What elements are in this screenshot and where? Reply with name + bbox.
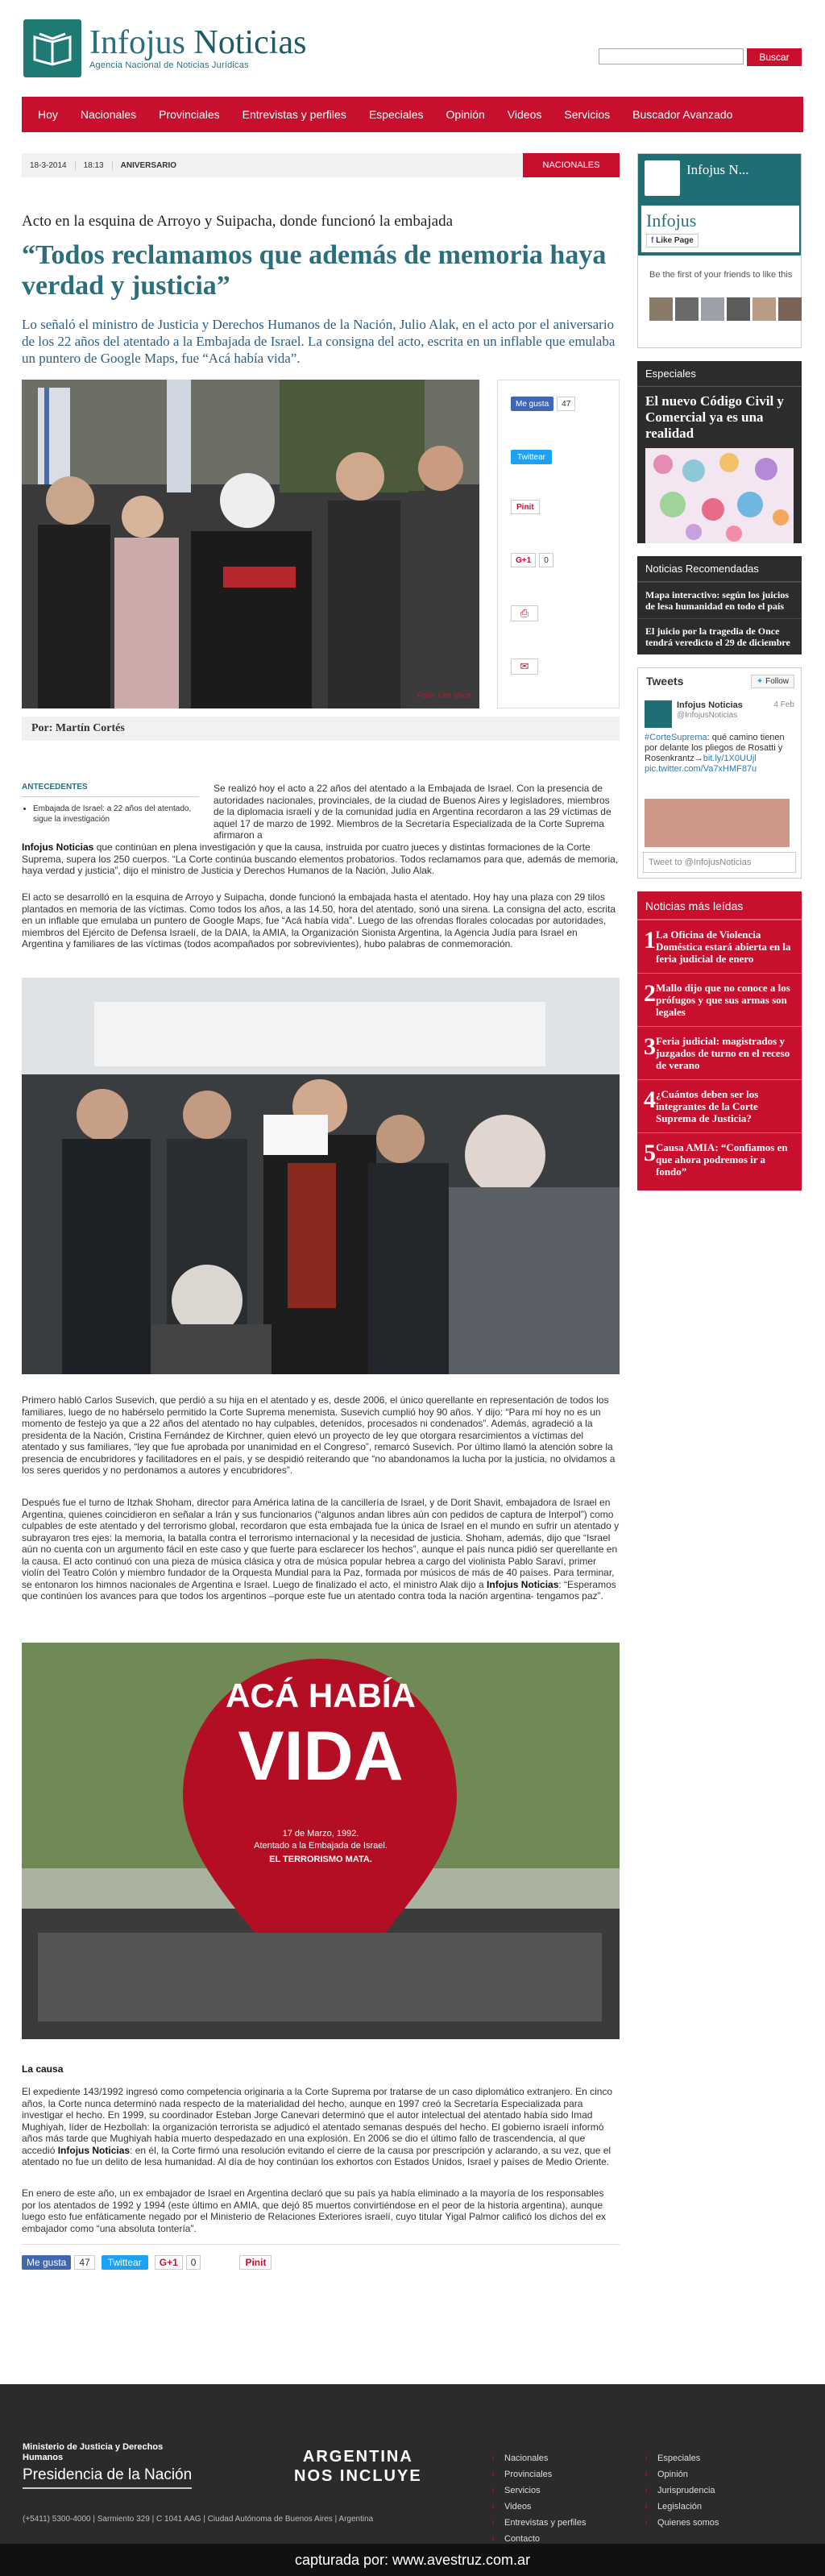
- tweet-date[interactable]: 4 Feb: [773, 700, 794, 709]
- balloon-text-1: ACÁ HABÍA: [226, 1676, 416, 1714]
- facebook-page-title[interactable]: Infojus N...: [686, 162, 749, 177]
- footer-link[interactable]: › Servicios: [491, 2483, 586, 2499]
- bottom-like-count: 47: [74, 2255, 94, 2270]
- email-icon: ✉: [511, 659, 538, 675]
- footer-link[interactable]: › Quienes somos: [645, 2515, 719, 2531]
- twitter-follow-button[interactable]: [751, 675, 794, 688]
- balloon-text-4: Atentado a la Embajada de Israel.: [254, 1841, 388, 1851]
- divider: [22, 2244, 620, 2245]
- footer-address: (+5411) 5300-4000 | Sarmiento 329 | C 1041 AAG | Ciudad Autónoma de Buenos Aires | Argentina: [23, 2515, 374, 2524]
- search-form: [599, 48, 802, 66]
- search-input[interactable]: [599, 48, 744, 64]
- print-icon: ⎙: [511, 605, 538, 621]
- footer-link[interactable]: › Videos: [491, 2499, 586, 2515]
- government-logo[interactable]: [23, 2442, 192, 2489]
- antecedentes-link[interactable]: • Embajada de Israel: a 22 años del atentado, sigue la investigación: [33, 804, 199, 825]
- paragraph-1b: [22, 841, 620, 877]
- avatar[interactable]: [649, 297, 673, 321]
- nav-nacionales[interactable]: Nacionales: [80, 108, 137, 121]
- rank-number: 2: [644, 980, 656, 1007]
- mas-leidas-widget: [637, 891, 802, 1190]
- paragraph-4: [22, 1497, 620, 1602]
- antecedentes-box: [22, 783, 199, 825]
- like-page-label: Like Page: [656, 236, 694, 245]
- footer-link[interactable]: › Especiales: [645, 2450, 719, 2466]
- content-wrapper: [22, 0, 803, 2268]
- rank-number: 4: [644, 1086, 656, 1113]
- facebook-like-page-button[interactable]: [646, 234, 699, 247]
- nav-entrevistas[interactable]: Entrevistas y perfiles: [242, 108, 346, 121]
- footer-link[interactable]: › Legislación: [645, 2499, 719, 2515]
- avatar[interactable]: [701, 297, 724, 321]
- tweet-link[interactable]: bit.ly/1X0UUjl: [703, 754, 757, 763]
- bottom-gplus-button[interactable]: G+1: [155, 2255, 183, 2270]
- especiales-title[interactable]: El nuevo Código Civil y Comercial ya es una realidad: [645, 393, 784, 441]
- bottom-gplus-count: 0: [186, 2255, 201, 2270]
- main-nav: [22, 97, 803, 132]
- recomendadas-header: Noticias Recomendadas: [637, 556, 802, 582]
- nav-servicios[interactable]: Servicios: [564, 108, 611, 121]
- mas-leida-title[interactable]: La Oficina de Violencia Doméstica estará abierta en la feria judicial de enero: [656, 929, 791, 965]
- mas-leidas-header: Noticias más leídas: [637, 891, 802, 920]
- main-photo[interactable]: [22, 380, 479, 708]
- paragraph-4-end: : “Esperamos que continúen los avances para que todos los argentinos –porque este fue un atentado contra toda la nación argentina- tengamos paz”.: [22, 1578, 616, 1602]
- site-logo[interactable]: [23, 19, 306, 77]
- footer-link[interactable]: › Nacionales: [491, 2450, 586, 2466]
- tweet-hashtag[interactable]: #CorteSuprema: [645, 733, 707, 742]
- paragraph-4-bold: Infojus Noticias: [487, 1578, 559, 1590]
- avatar[interactable]: [778, 297, 802, 321]
- mas-leida-item[interactable]: [637, 1079, 802, 1132]
- gplus-button[interactable]: G+1: [511, 553, 536, 567]
- article-pretitle: Acto en la esquina de Arroyo y Suipacha, donde funcionó la embajada: [22, 213, 453, 230]
- mas-leida-item[interactable]: [637, 973, 802, 1026]
- footer-links-2: [645, 2450, 719, 2531]
- share-panel: [497, 380, 620, 708]
- rank-number: 3: [644, 1033, 656, 1060]
- article-byline: Por: Martín Cortés: [22, 717, 620, 741]
- facebook-header: [638, 154, 801, 256]
- rank-number: 5: [644, 1140, 656, 1166]
- recomendadas-widget: [637, 556, 802, 654]
- logo-title-part2: Noticias: [193, 24, 307, 61]
- tweet-avatar[interactable]: [645, 700, 672, 728]
- facebook-page-logo: [645, 160, 680, 196]
- follow-label: Follow: [765, 677, 789, 686]
- paragraph-1-end: que continúan en plena investigación y que la causa, instruida por cuatro jueces y distintas formaciones de la Corte Suprema, supera los 250 cuerpos. “La Corte continúa buscando elementos probatorios. Todos reclamamos para que, además de memoria, haya verdad y justicia”, dijo el ministro de Justicia y Derechos Humanos de la Nación, Julio Alak.: [22, 841, 619, 876]
- category-tag[interactable]: NACIONALES: [523, 153, 620, 177]
- article-meta: [22, 153, 620, 177]
- article: [22, 153, 620, 2268]
- tweets-header: Tweets: [646, 675, 684, 688]
- paragraph-5-bold: Infojus Noticias: [57, 2144, 131, 2156]
- capture-credit: capturada por: www.avestruz.com.ar: [0, 2544, 825, 2576]
- paragraph-5-start: El expediente 143/1992 ingresó como competencia originaria a la Corte Suprema por tratarse de un caso diplomático extranjero. En cinco años, la Corte nunca determinó nada respecto de la materialidad del hecho, aunque en 1997 creó la Secretaría Especializada para investigar el hecho. En 1999, su coordinador Esteban Jorge Canevari determinó que el autor intelectual del atentado había sido Imad Mughiyah, líder de Hezbollah: la organización terrorista se adjudicó el atentado semanas después del hecho. El gobierno israelí informó años más tarde que Mughiyah había muerto despedazado en una explosión. En 2006 se dio el último fallo de trascendencia, al que accedió: [22, 2086, 613, 2156]
- recomendada-link[interactable]: El juicio por la tragedia de Once tendrá veredicto el 29 de diciembre: [637, 618, 802, 654]
- logo-title-part1: Infojus: [89, 24, 185, 61]
- tweet-text: [645, 733, 790, 775]
- paragraph-1a: Se realizó hoy el acto a 22 años del atentado a la Embajada de Israel. Con la presencia de autoridades nacionales, provinciales, de la ciudad de Buenos Aires y legisladores, miembros de la diplomacia israelí y de la comunidad judía en Argentina recordaron a las 29 víctimas de aquel 17 de marzo de 1992. Miembros de la Secretaría Especializada de la Corte Suprema afirmaron a: [214, 783, 611, 841]
- nav-buscador[interactable]: Buscador Avanzado: [632, 108, 733, 121]
- mas-leida-item[interactable]: [637, 920, 802, 973]
- argentina-logo: [294, 2447, 422, 2486]
- mas-leida-title[interactable]: Causa AMIA: “Confiamos en que ahora podremos ir a fondo”: [656, 1141, 788, 1178]
- site-footer: [0, 2384, 825, 2576]
- ministry-name: Ministerio de Justicia y Derechos Humanos: [23, 2442, 164, 2462]
- tweet-handle[interactable]: @InfojusNoticias: [677, 711, 738, 720]
- nav-hoy[interactable]: Hoy: [38, 108, 58, 121]
- tweet-pic-link[interactable]: pic.twitter.com/Va7xHMF87u: [645, 764, 757, 774]
- facebook-avatars: [649, 297, 802, 321]
- facebook-cover-title: Infojus: [646, 210, 697, 231]
- site-header: [22, 0, 803, 81]
- twitter-widget: [637, 667, 802, 879]
- paragraph-6: En enero de este año, un ex embajador de Israel en Argentina declaró que su país ya había eliminado a la mayoría de los responsables por los atentados de 1992 y 1994 (este último en AMIA, que dejó 85 muertos convirtiéndose en el peor de la historia argentina), aunque luego esto fue enfáticamente negado por el Ministerio de Relaciones Exteriores israelí, cuyo titular Yigal Palmor calificó los dichos del ex embajador como “una absoluta tontería”.: [22, 2188, 607, 2234]
- avatar[interactable]: [752, 297, 776, 321]
- mas-leida-title[interactable]: ¿Cuántos deben ser los integrantes de la Corte Suprema de Justicia?: [656, 1088, 759, 1124]
- presidency-name: Presidencia de la Nación: [23, 2466, 192, 2489]
- tweet-button[interactable]: Twittear: [511, 450, 552, 464]
- footer-link[interactable]: › Jurisprudencia: [645, 2483, 719, 2499]
- article-title: “Todos reclamamos que además de memoria haya verdad y justicia”: [22, 240, 607, 301]
- speech-photo[interactable]: [22, 978, 620, 1374]
- argentina-line-1: ARGENTINA: [302, 2448, 413, 2466]
- main-photo-area: [22, 380, 620, 708]
- mas-leida-title[interactable]: Feria judicial: magistrados y juzgados de turno en el receso de verano: [656, 1035, 790, 1071]
- sidebar: [637, 153, 802, 1190]
- nav-videos[interactable]: Videos: [507, 108, 542, 121]
- footer-link[interactable]: › Provinciales: [491, 2466, 586, 2483]
- print-button[interactable]: [511, 606, 538, 621]
- bottom-share: [22, 2255, 272, 2270]
- article-section: ANIVERSARIO: [120, 160, 177, 170]
- paragraph-4-start: Después fue el turno de Itzhak Shoham, director para América latina de la cancillería de Israel, y de Dorit Shavit, embajadora de Israel en Argentina, quienes coincidieron en señalar a Irán y sus funcionarios (“algunos andan libres aún con pedidos de captura de Interpol”) como culpables de este atentado y del terrorismo global, recordaron que esta embajada fue la única de Israel en el mundo en sufrir un atentado y subrayaron tres ejes: la memoria, la batalla contra el terrorismo internacional y la necesidad de justicia. Shoham, además, dijo que “Israel aún no cuenta con un argumento fácil en este caso y que fuerte para esclarecer los hechos”, aunque el país nunca pidió ser querellante en la causa. El acto continuó con una pieza de música clásica y otra de música popular hebrea a cargo del violinista Pablo Saraví, primer violín del Teatro Colón y miembro fundador de la Orquesta Mundial para la Paz, formada por músicos de más de 40 países. Para terminar, se entonaron los himnos nacionales de Argentina e Israel. Luego de finalizado el acto, el ministro Alak dijo a: [22, 1497, 620, 1590]
- bottom-like-button[interactable]: Me gusta: [22, 2255, 71, 2270]
- footer-link[interactable]: › Contacto: [491, 2531, 586, 2547]
- argentina-line-2: NOS INCLUYE: [294, 2467, 422, 2485]
- article-time: 18:13: [76, 161, 113, 170]
- tweet-compose-input[interactable]: Tweet to @InfojusNoticias: [643, 852, 796, 873]
- logo-subtitle: Agencia Nacional de Noticias Jurídicas: [89, 60, 249, 70]
- subheading-la-causa: La causa: [22, 2063, 64, 2075]
- especiales-header: Especiales: [637, 361, 802, 387]
- twitter-bird-icon: ✦: [756, 677, 764, 686]
- nav-opinion[interactable]: Opinión: [446, 108, 485, 121]
- facebook-like[interactable]: [511, 397, 575, 411]
- rank-number: 1: [644, 927, 656, 954]
- balloon-text-2: VIDA: [238, 1718, 404, 1795]
- mas-leida-title[interactable]: Mallo dijo que no conoce a los prófugos y que sus armas son legales: [656, 982, 790, 1018]
- email-button[interactable]: [511, 659, 538, 674]
- avatar[interactable]: [727, 297, 750, 321]
- avatar[interactable]: [675, 297, 699, 321]
- balloon-photo[interactable]: [22, 1643, 620, 2039]
- recomendada-link[interactable]: Mapa interactivo: según los juicios de lesa humanidad en todo el país: [637, 582, 802, 618]
- tweet: [645, 697, 794, 849]
- especiales-image[interactable]: [645, 448, 794, 543]
- logo-text: [89, 24, 307, 70]
- facebook-friends-text: Be the first of your friends to like this: [649, 270, 793, 280]
- mas-leida-item[interactable]: [637, 1026, 802, 1079]
- antecedentes-title: ANTECEDENTES: [22, 783, 199, 797]
- tweet-author[interactable]: Infojus Noticias: [677, 700, 743, 710]
- like-count: 47: [557, 397, 575, 411]
- footer-link[interactable]: › Entrevistas y perfiles: [491, 2515, 586, 2531]
- twitter-share[interactable]: [511, 450, 552, 464]
- paragraph-3: Primero habló Carlos Susevich, que perdió a su hija en el atentado y es, desde 2006, el único querellante en representación de todos los familiares, luego de no habérselo permitido la Corte Suprema menemista. Susevich cumplió hoy 90 años. Y dijo: “Para mí hoy no es un momento de festejo ya que a 22 años del atentado no hay culpables, detenidos, procesados ni condenados”. Además, agradeció a la presidenta de la Nación, Cristina Fernández de Kirchner, quien elevó un proyecto de ley que otorgara resarcimientos a víctimas del atentado y sus familiares, “ley que fue aprobada por unanimidad en el Congreso”, remarcó Susevich. Por último llamó la atención sobre la presencia de encubridores y facilitadores en el país, y se despidió reiterando que “no abandonamos la lucha por la justicia, no olvidamos a los seres queridos y no perdonamos a autores y encubridores”.: [22, 1394, 616, 1476]
- book-logo-icon: [23, 19, 81, 77]
- article-date: 18-3-2014: [22, 161, 76, 170]
- paragraph-2: El acto se desarrolló en la esquina de Arroyo y Suipacha, donde funcionó la embajada hasta el atentado. Hoy hay una plaza con 29 tilos plantados en memoria de las víctimas. Como todos los años, a las 14.50, hora del atentado, sonó una sirena. La consigna del acto, escrita en un inflable que emulaba un puntero de Google Maps, fue “Acá había vida”. Luego de las ofrendas florales colocadas por autoridades, miembros del Ejército de Defensa Israelí, de la DAIA, la AMIA, la Organización Sionista Argentina, la Agencia Judía para Israel en Argentina y familiares de las víctimas (todos acompañados por sobrevivientes), hubo palabras de conmemoración.: [22, 891, 616, 949]
- paragraph-5-end: : en él, la Corte firmó una resolución evitando el cierre de la causa por prescripción y aclarando, a su vez, que el atentado no fue un delito de lesa humanidad. Al día de hoy continúan los exhortos con Estados Unidos, Israel y países de Medio Oriente.: [22, 2144, 611, 2167]
- mas-leida-item[interactable]: [637, 1132, 802, 1186]
- search-button[interactable]: Buscar: [747, 48, 802, 66]
- paragraph-5: [22, 2086, 620, 2168]
- facebook-cover: [641, 206, 799, 252]
- balloon-text-5: EL TERRORISMO MATA.: [269, 1855, 372, 1864]
- facebook-widget: [637, 153, 802, 348]
- facebook-icon: f: [651, 236, 654, 245]
- bottom-pin-button[interactable]: Pinit: [239, 2255, 272, 2270]
- footer-link[interactable]: › Opinión: [645, 2466, 719, 2483]
- gplus-count: 0: [539, 553, 553, 567]
- balloon-text-3: 17 de Marzo, 1992.: [282, 1829, 359, 1839]
- like-button[interactable]: Me gusta: [511, 397, 553, 411]
- photo-credit: Foto: Leo Vaca: [417, 692, 471, 700]
- paragraph-1-bold: Infojus Noticias: [22, 841, 94, 853]
- article-lead: Lo señaló el ministro de Justicia y Derechos Humanos de la Nación, Julio Alak, en el acto por el aniversario de los 22 años del atentado a la Embajada de Israel. La consigna del acto, escrita en un inflable que emulaba un puntero de Google Maps, fue “Acá había vida”.: [22, 317, 616, 366]
- nav-especiales[interactable]: Especiales: [368, 108, 424, 121]
- tweet-image[interactable]: [645, 799, 790, 847]
- nav-provinciales[interactable]: Provinciales: [159, 108, 220, 121]
- gplus-share[interactable]: [511, 553, 553, 567]
- pinterest-share[interactable]: [511, 500, 540, 514]
- logo-title: [89, 24, 307, 61]
- tweet-body: : qué camino tienen por delante los pliegos de Rosatti y Rosenkrantz→: [645, 733, 785, 763]
- pin-button[interactable]: Pinit: [511, 500, 540, 514]
- footer-links-1: [491, 2450, 586, 2547]
- bottom-tweet-button[interactable]: Twittear: [102, 2255, 148, 2270]
- especiales-widget: [637, 361, 802, 543]
